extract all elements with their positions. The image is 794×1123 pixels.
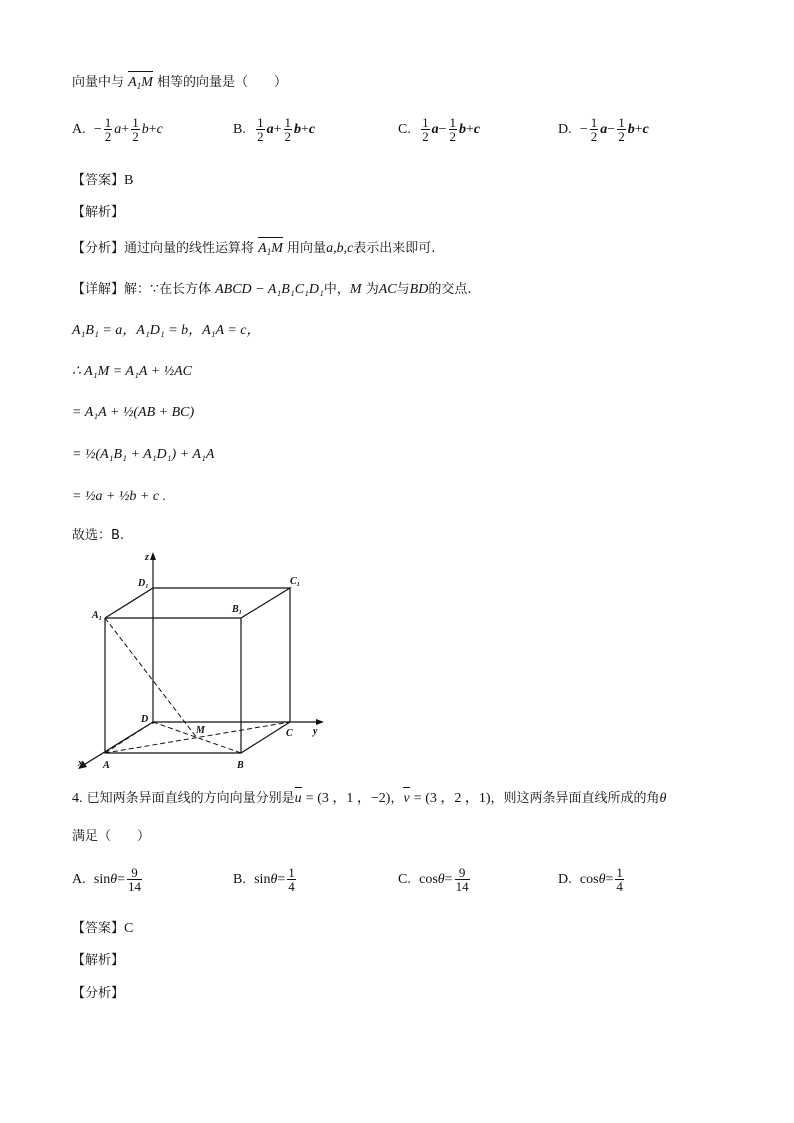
label-a1: A₁ [92,610,103,621]
label-a: A [103,760,110,771]
edge-bc [241,722,290,753]
q4-stem: 4. 已知两条异面直线的方向向量分别是u = (3 ，1 ，−2)，v = (3 ，2 ，1)，则这两条异面直线所成的角θ [72,791,667,806]
vector-v: v [403,791,410,806]
q3-analysis-tag: 【解析】 [72,205,125,220]
y-arrow [316,719,324,725]
conclusion: 故选：B. [72,528,125,543]
label-b1: B₁ [232,604,243,615]
vector-u: u [294,791,302,806]
q3-answer [72,172,133,190]
label-c: C [286,728,293,739]
q3-option-b: B. $\frac{1}{2}$ a+ $\frac{1}{2}$ b+c [233,115,316,144]
edge-ad [105,722,153,753]
top-face [105,588,290,618]
q3-stem [72,74,287,95]
answer-value: B [124,173,134,188]
segment-a1m [105,618,197,738]
vector-a1m: $A_1M$ [128,74,153,95]
q4-stem-2: 满足（ ） [72,829,151,844]
label-x: x [78,758,83,769]
label-m: M [196,725,205,736]
q3-option-c: C. $\frac{1}{2}$ a− $\frac{1}{2}$ b+c [398,115,481,144]
q3-option-a: A. − $\frac{1}{2}$ a+ $\frac{1}{2}$ b+c [72,115,163,144]
label-d1: D₁ [138,578,149,589]
q4-answer: 【答案】C [72,921,134,936]
q3-option-d: D. − $\frac{1}{2}$ a− $\frac{1}{2}$ b+c [558,115,649,144]
label-c1: C₁ [290,576,301,587]
q4-fenxi-tag: 【分析】 [72,986,125,1001]
q4-option-a: A. sinθ= $\frac{9}{14}$ [72,865,142,894]
derivation-step-4: = ½(A₁B₁ + A₁D₁) + A₁A [72,447,215,462]
q4-option-c: C. cosθ= $\frac{9}{14}$ [398,865,469,894]
q4-option-d: D. cosθ= $\frac{1}{4}$ [558,865,623,894]
answer-tag: 【答案】 [72,173,125,188]
label-d: D [141,714,149,725]
cuboid-figure [70,548,340,776]
q3-stem-text-2: 相等的向量是（ ） [157,75,288,90]
q4-option-b: B. sinθ= $\frac{1}{4}$ [233,865,295,894]
q3-detail: 【详解】解：∵在长方体 ABCD − A₁B₁C₁D₁中，M 为AC与BD的交点. [72,282,472,297]
z-arrow [150,552,156,560]
front-face [105,618,241,753]
derivation-step-1: A₁B₁ = a，A₁D₁ = b，A₁A = c， [72,323,261,338]
label-b: B [237,760,244,771]
derivation-step-3: = A₁A + ½(AB + BC) [72,405,195,420]
q3-stem-text: 向量中与 [72,75,125,90]
q3-fenxi: 【分析】通过向量的线性运算将 $A_1M$ 用向量a,b,c表示出来即可. [72,240,435,261]
label-y: y [313,726,318,737]
label-z: z [145,552,149,563]
q4-analysis-tag: 【解析】 [72,953,125,968]
derivation-step-5: = ½a + ½b + c . [72,489,167,504]
derivation-step-2: ∴ A₁M = A₁A + ½AC [72,364,192,379]
